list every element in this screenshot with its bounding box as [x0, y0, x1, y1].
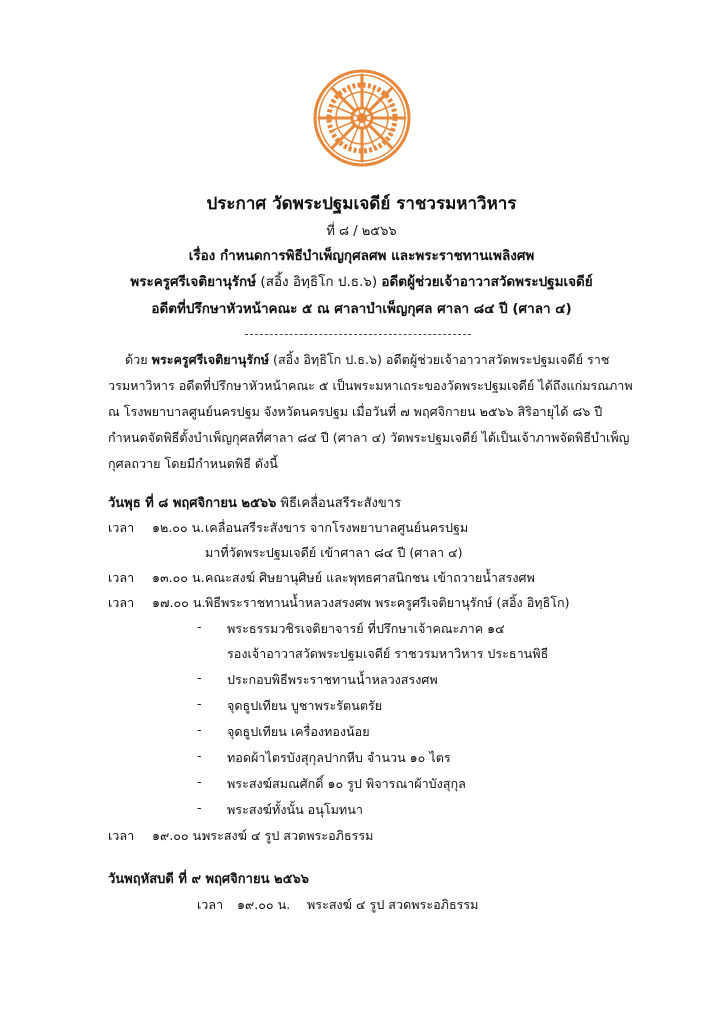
event-text: พระสงฆ์ ๔ รูป สวดพระอภิธรรม: [202, 828, 374, 843]
event-time: ๑๓.๐๐ น.: [152, 570, 205, 585]
event-time: ๑๗.๐๐ น.: [152, 595, 206, 610]
event-text: คณะสงฆ์ ศิษยานุศิษย์ และพุทธศาสนิกชน เข้าถวายน้ำสรงศพ: [205, 570, 535, 585]
paragraph-line-3: ณ โรงพยาบาลศูนย์นครปฐม จังหวัดนครปฐม เมื่อวันที่ ๗ พฤศจิกายน ๒๕๖๖ สิริอายุได้ ๘๖ ปี: [108, 404, 603, 419]
list-item-continued: รองเจ้าอาวาสวัดพระปฐมเจดีย์ ราชวรมหาวิหาร ประธานพิธี: [227, 646, 549, 661]
subject-line-1: เรื่อง กำหนดการพิธีบำเพ็ญกุศลศพ และพระราชทานเพลิงศพ: [188, 248, 535, 264]
day2-heading: วันพฤหัสบดี ที่ ๙ พฤศจิกายน ๒๕๖๖: [108, 872, 309, 887]
event-text: พิธีพระราชทานน้ำหลวงสรงศพ พระครูศรีเจติยานุรักษ์ (สอิ้ง อิทฺธิโก): [205, 595, 570, 610]
event-label: เวลา: [108, 595, 135, 610]
document-number: ที่ ๘ / ๒๕๖๖: [326, 224, 397, 239]
paragraph-line-4: กำหนดจัดพิธีตั้งบำเพ็ญกุศลที่ศาลา ๘๔ ปี (ศาลา ๔) วัดพระปฐมเจดีย์ ได้เป็นเจ้าภาพจัดพิธีบำเพ็ญ: [108, 430, 630, 445]
list-item: จุดธูปเทียน บูชาพระรัตนตรัย: [227, 698, 383, 713]
list-item: พระธรรมวชิรเจติยาจารย์ ที่ปรึกษาเจ้าคณะภาค ๑๔: [227, 621, 505, 636]
day1-heading: [108, 492, 401, 513]
event-text: เคลื่อนสรีระสังขาร จากโรงพยาบาลศูนย์นครปฐม: [205, 520, 469, 535]
bullet-dash: -: [197, 748, 202, 763]
event-time: ๑๙.๐๐ น.: [152, 828, 206, 843]
paragraph-line-5: กุศลถวาย โดยมีกำหนดพิธี ดังนี้: [108, 456, 278, 471]
subject-line-2: [0, 270, 723, 292]
day1-ceremony: พิธีเคลื่อนสรีระสังขาร: [276, 496, 402, 511]
list-item: พระสงฆ์ทั้งนั้น อนุโมทนา: [227, 802, 363, 817]
day1-date: วันพุธ ที่ ๘ พฤศจิกายน ๒๕๖๖: [108, 496, 277, 511]
bullet-dash: -: [197, 670, 202, 685]
subject-line-3: อดีตที่ปรึกษาหัวหน้าคณะ ๕ ณ ศาลาบำเพ็ญกุศล ศาลา ๘๔ ปี (ศาลา ๔): [151, 301, 572, 317]
event-text: พระสงฆ์ ๔ รูป สวดพระอภิธรรม: [307, 897, 479, 912]
dharma-wheel-icon: [312, 68, 412, 168]
page-title: ประกาศ วัดพระปฐมเจดีย์ ราชวรมหาวิหาร: [206, 194, 517, 214]
event-label: เวลา: [108, 570, 135, 585]
list-item: จุดธูปเทียน เครื่องทองน้อย: [227, 724, 370, 739]
paragraph-line-2: วรมหาวิหาร อดีตที่ปรึกษาหัวหน้าคณะ ๕ เป็นพระมหาเถระของวัดพระปฐมเจดีย์ ได้ถึงแก่มรณภาพ: [108, 378, 633, 393]
paragraph-line-1-rest: (สอิ้ง อิทฺธิโก ป.ธ.๖) อดีตผู้ช่วยเจ้าอาวาสวัดพระปฐมเจดีย์ ราช: [269, 352, 610, 367]
event-text-continued: มาที่วัดพระปฐมเจดีย์ เข้าศาลา ๘๔ ปี (ศาลา ๔): [205, 545, 463, 560]
bullet-dash: -: [197, 619, 202, 634]
event-label: เวลา: [108, 828, 135, 843]
event-time: ๑๙.๐๐ น.: [237, 897, 291, 912]
bullet-dash: -: [197, 800, 202, 815]
subject-monk-title: อดีตผู้ช่วยเจ้าอาวาสวัดพระปฐมเจดีย์: [381, 274, 593, 290]
bullet-dash: -: [197, 696, 202, 711]
list-item: ทอดผ้าไตรบังสุกุลปากหีบ จำนวน ๑๐ ไตร: [227, 750, 451, 765]
bullet-dash: -: [197, 722, 202, 737]
list-item: พระสงฆ์สมณศักดิ์ ๑๐ รูป พิจารณาผ้าบังสุกุล: [227, 776, 466, 791]
divider: [245, 334, 471, 335]
event-label: เวลา: [197, 897, 224, 912]
paragraph-monk-name: พระครูศรีเจติยานุรักษ์: [151, 352, 270, 367]
event-label: เวลา: [108, 520, 135, 535]
subject-monk-name: พระครูศรีเจติยานุรักษ์: [130, 274, 257, 290]
subject-monk-detail: (สอิ้ง อิทฺธิโก ป.ธ.๖): [256, 274, 382, 290]
bullet-dash: -: [197, 774, 202, 789]
list-item: ประกอบพิธีพระราชทานน้ำหลวงสรงศพ: [227, 672, 438, 687]
paragraph-line-1: [125, 350, 609, 370]
event-time: ๑๒.๐๐ น.: [152, 520, 205, 535]
paragraph-prefix: ด้วย: [125, 352, 152, 367]
